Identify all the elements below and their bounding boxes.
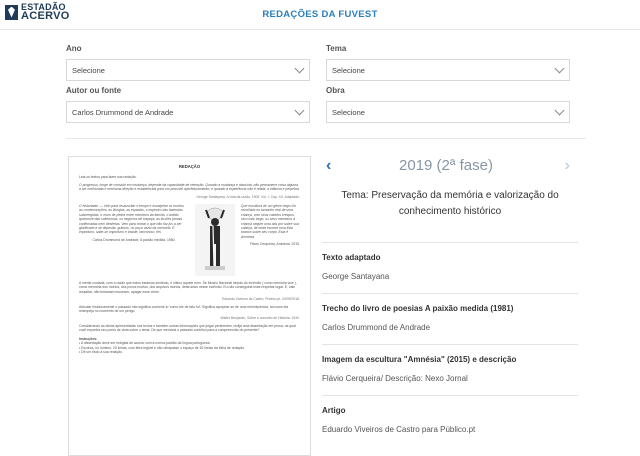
exam-task: Considerando as ideias apresentadas nos textos e também outras informações que julgar pertinentes, redija uma dissertação em prosa, na qual você exponha seu ponto de vista sobre o tema: De que memória o passado contribui para a compreensão do presente? [79,323,296,333]
exam-instruction-3: • Dê um título à sua redação. [79,349,123,354]
autor-select[interactable] [66,101,310,123]
exam-title: REDAÇÃO [178,164,201,169]
logo-text-bottom: ACERVO [21,10,70,22]
exam-text-3: Articular historicamente o passado não significa conhecê-lo 'como ele de fato foi'. Significa apropriar-se de uma reminiscência, tal como ela relampeja no momento de um perigo. [79,304,289,314]
filter-obra-label: Obra [326,86,345,95]
ano-select[interactable] [66,59,310,81]
filter-obra [326,86,572,123]
obra-select[interactable] [326,101,570,123]
next-arrow-icon[interactable]: › [564,157,570,174]
sculpture-description: Que escultura de um gênio negro foi escolhida no tamanho real de uma criança, com seus cabelos crespos, seu rosto largo, os seus membros à criança sequer uma das por sobre sua cabeça, de onde escorre uma lista branca sobre seu corpo. Esta é Amnésia. [241,204,299,239]
logo-text-top: ESTADÃO [21,2,66,12]
year-title: 2019 (2ª fase) [399,157,493,174]
detail-item-value: Flávio Cerqueira/ Descrição: Nexo Jornal [322,374,468,383]
exam-instruction-1: • A dissertação deve ser redigida de acordo com a norma-padrão da língua portuguesa. [79,341,211,346]
section-divider [66,138,586,139]
exam-poem: O historiador — Veio para ressuscitar o tempo e escalpelar os mortos, as condecorações, as liturgias, as espadas, o espectro das fazendas submergidas, o muro de pedra entre membros da família, o ardido queixume das solteironas, os negócios de trapaça, as ilusões jamais confirmadas nem desfeitas. Veio para contar o que não faz jus a ser glorificado e se deposita, grânulo, no poço vazio da memória. É importuno, sabe-se importuno e insiste, rancoroso, fiel. [79,204,185,235]
detail-item-label: Texto adaptado [322,253,381,262]
sculpture-figure-icon [195,204,235,276]
exam-source-2: Eduardo Viveiros de Castro, Público.pt, 04/09/2018. [222,297,300,302]
filter-ano [66,44,312,81]
detail-item [322,395,578,434]
detail-item [322,293,578,332]
chevron-down-icon [555,63,565,73]
prev-arrow-icon[interactable]: ‹ [326,157,332,174]
detail-item-value: Carlos Drummond de Andrade [322,323,431,332]
autor-select-value: Carlos Drummond de Andrade [72,107,174,117]
top-header [0,0,640,30]
filter-ano-label: Ano [66,44,82,53]
detail-item-value: George Santayana [322,272,390,281]
sculpture-image [195,204,235,276]
detail-item-value: Eduardo Viveiros de Castro para Público.pt [322,425,476,434]
detail-item [322,242,578,281]
chevron-down-icon [555,105,565,115]
exam-instruction-2: • Escreva, no mínimo, 20 linhas, com letra legível e não ultrapasse o espaço de 30 linhas da folha de redação. [79,345,245,350]
essay-theme: Tema: Preservação da memória e valorização do conhecimento histórico [341,190,559,217]
sculpture-source: Flávio Cerqueira, Amnésia, 2015. [249,242,300,247]
tema-select[interactable] [326,59,570,81]
exam-poem-section [79,204,300,276]
exam-poem-source: Carlos Drummond de Andrade, A paixão medida, 1980. [92,237,176,242]
filter-autor-label: Autor ou fonte [66,86,122,95]
ano-select-value: Selecione [72,65,105,75]
filter-tema-label: Tema [326,44,347,53]
detail-panel [322,156,578,446]
tema-select-value: Selecione [332,65,365,75]
filter-tema [326,44,572,81]
chevron-down-icon [295,105,305,115]
exam-document-image[interactable] [68,156,311,456]
exam-text-1: O progresso, longe de consistir em mudança, depende da capacidade de retenção. Quando a mudança é absoluta, não permanece coisa alguma a ser melhorada e nenhuma direção é estabelecida para um possível aperfeiçoamento; e quando a experiência não é retida, a infância é perpétua. [79,182,300,192]
detail-item-label: Trecho do livro de poesias A paixão medida (1981) [322,304,514,313]
exam-instructions-title: Instruções: [79,336,98,341]
page-title: REDAÇÕES DA FUVEST [262,9,378,20]
year-navigation [322,156,578,178]
detail-item-label: Artigo [322,406,346,415]
obra-select-value: Selecione [332,107,365,117]
exam-source-3: Walter Benjamin, Sobre o conceito de História, 1940. [220,316,300,321]
chevron-down-icon [295,63,305,73]
detail-item-label: Imagem da escultura "Amnésia" (2015) e descrição [322,355,517,364]
exam-text-2: A mente contada, com a razão que todos estamos sentindo, é último aquele ruim. Se Museu Nacional depois do incêndio ( como memória vive ), como memória dos mortos, dos povos mortos, dos arquivos mortos, destruídos nesse incêndio. Eu não conseguiria mais respeitar lugar. E, vale ressaltar, não tentariam esconder, apagar esse crime. [79,281,297,294]
detail-item [322,344,578,383]
exam-source-1: George Santayana, A vida da razão, 1905. Vol. I, Cap. XII. Adaptado. [196,194,300,199]
exam-intro: Leia os textos para fazer sua redação. [79,175,137,180]
filter-autor [66,86,312,123]
